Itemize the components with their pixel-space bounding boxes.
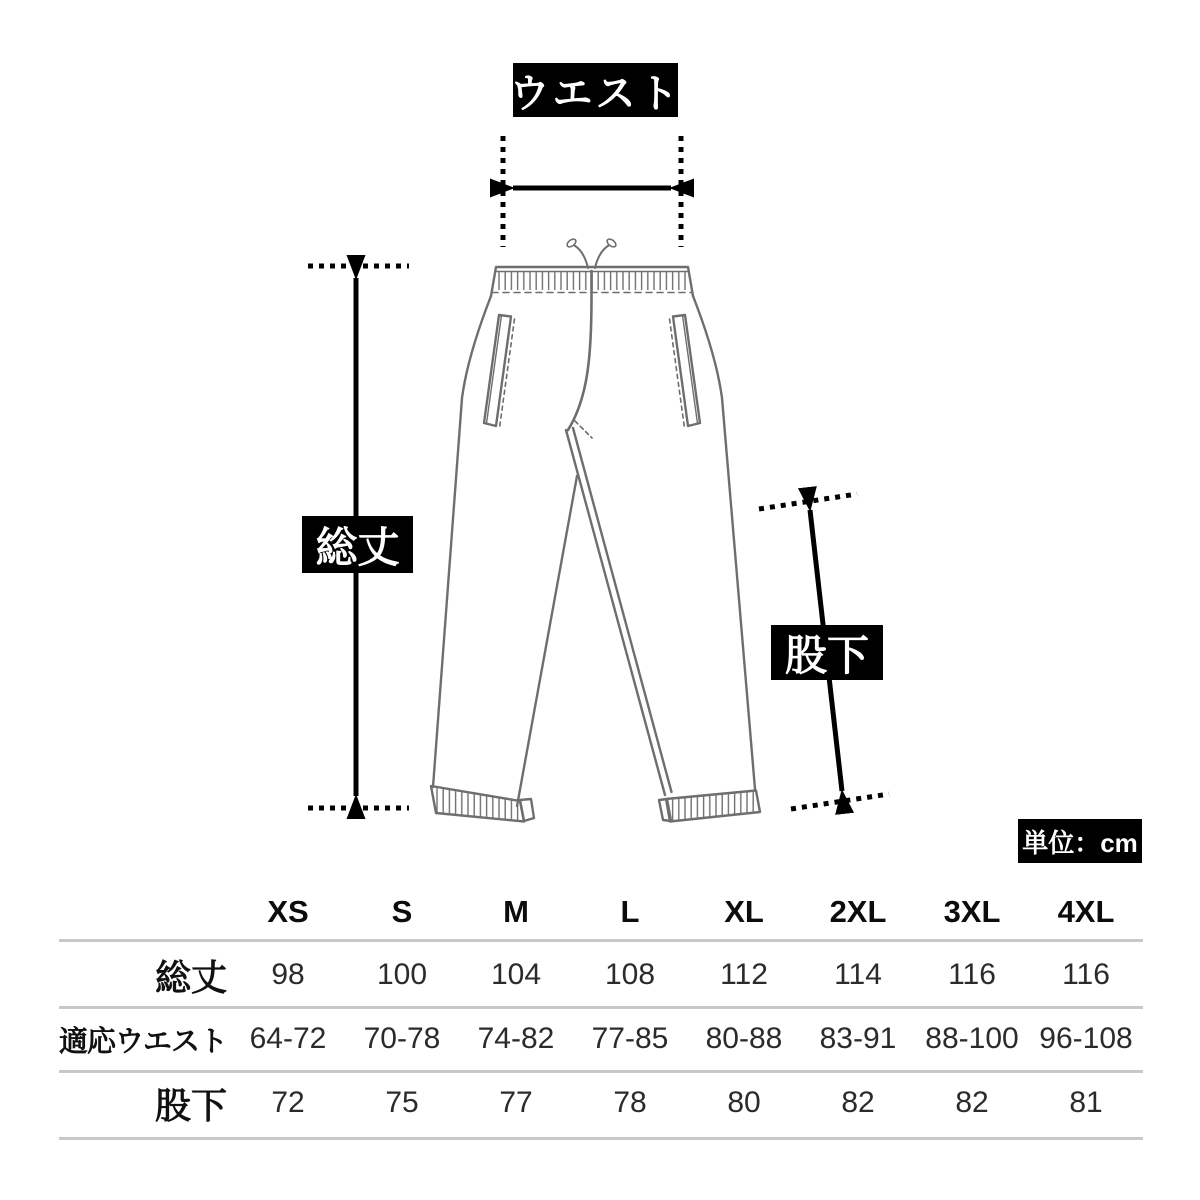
cell-value: 80-88 <box>705 1022 783 1055</box>
waist-label: ウエスト <box>513 63 678 117</box>
column-header-m: M <box>503 894 529 929</box>
cell-value: 78 <box>613 1086 647 1119</box>
size-table-header-row <box>59 888 1143 936</box>
right-inseam-outer <box>566 430 665 795</box>
drawstring-left <box>575 246 589 269</box>
pants-outline <box>431 238 760 822</box>
table-row-inseam <box>59 1074 1143 1132</box>
crotch-stitch <box>575 421 592 438</box>
right-outseam <box>693 296 755 789</box>
row-label-inseam: 股下 <box>154 1084 227 1126</box>
cell-value: 64-72 <box>249 1022 327 1055</box>
right-inseam-inner <box>573 428 672 792</box>
left-outseam <box>433 296 491 787</box>
column-header-xs: XS <box>267 894 309 929</box>
cell-value: 112 <box>720 958 768 991</box>
inseam-guide-bottom <box>791 794 889 809</box>
measurement-guides <box>308 136 889 809</box>
cell-value: 82 <box>841 1086 875 1119</box>
row-label-total-length: 総丈 <box>154 956 227 998</box>
column-header-xl: XL <box>724 894 764 929</box>
column-header-4xl: 4XL <box>1057 894 1115 929</box>
cell-value: 83-91 <box>819 1022 897 1055</box>
table-rule <box>59 1137 1143 1140</box>
cell-value: 116 <box>1062 958 1110 991</box>
column-header-2xl: 2XL <box>829 894 887 929</box>
cell-value: 82 <box>955 1086 989 1119</box>
cell-value: 80 <box>727 1086 761 1119</box>
column-header-l: L <box>620 894 640 929</box>
table-rule <box>59 1070 1143 1073</box>
right-cuff <box>666 791 760 822</box>
total-length-label: 総丈 <box>302 516 413 573</box>
cell-value: 98 <box>271 958 305 991</box>
drawstring-right <box>595 246 609 269</box>
column-header-s: S <box>391 894 413 929</box>
cell-value: 74-82 <box>477 1022 555 1055</box>
inseam-label: 股下 <box>771 625 883 680</box>
inseam-guide-top <box>759 494 857 509</box>
table-rule <box>59 1006 1143 1009</box>
cell-value: 77-85 <box>591 1022 669 1055</box>
table-row-fit-waist <box>59 1010 1143 1068</box>
table-rule <box>59 939 1143 942</box>
cell-value: 100 <box>376 958 428 991</box>
cell-value: 72 <box>271 1086 305 1119</box>
cell-value: 88-100 <box>925 1022 1019 1055</box>
cell-value: 108 <box>604 958 656 991</box>
cell-value: 77 <box>499 1086 533 1119</box>
cell-value: 96-108 <box>1039 1022 1133 1055</box>
cell-value: 75 <box>385 1086 419 1119</box>
cell-value: 116 <box>948 958 996 991</box>
cell-value: 70-78 <box>363 1022 441 1055</box>
cell-value: 114 <box>834 958 882 991</box>
cell-value: 81 <box>1069 1086 1103 1119</box>
front-fly-seam <box>568 271 592 430</box>
column-header-3xl: 3XL <box>943 894 1001 929</box>
row-label-fit-waist: 適応ウエスト <box>59 1025 228 1058</box>
left-cuff <box>431 786 524 822</box>
cell-value: 104 <box>490 958 542 991</box>
left-inseam <box>517 476 577 806</box>
unit-badge: 単位：cm <box>1018 819 1142 863</box>
table-row-total-length <box>59 946 1143 1004</box>
